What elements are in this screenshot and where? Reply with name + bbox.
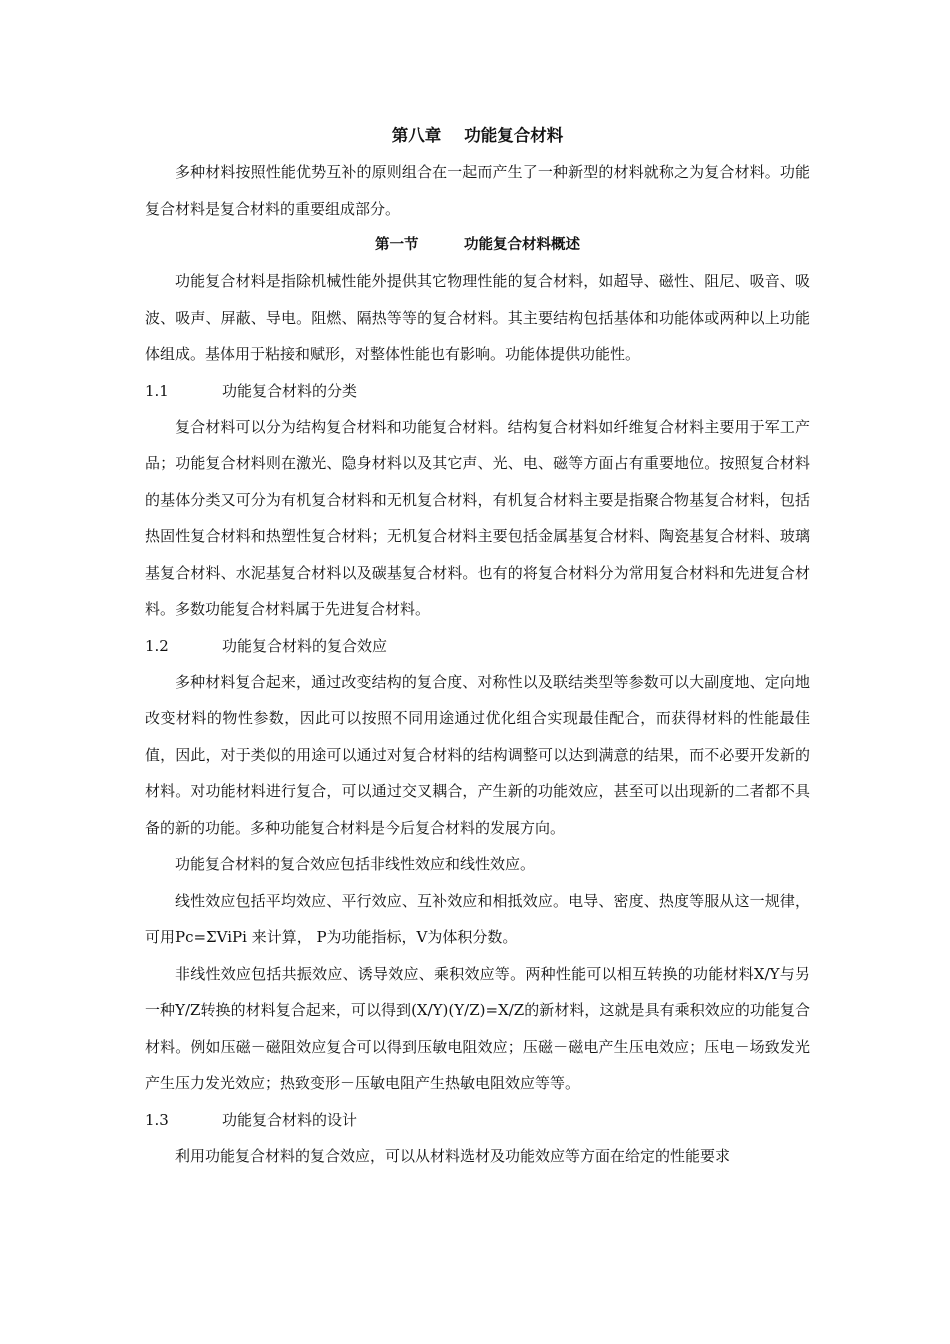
classification-paragraph: 复合材料可以分为结构复合材料和功能复合材料。结构复合材料如纤维复合材料主要用于军工产品；功能复合材料则在激光、隐身材料以及其它声、光、电、磁等方面占有重要地位。按照复合材料的基体分类又可分为有机复合材料和无机复合材料，有机复合材料主要是指聚合物基复合材料，包括热固性复合材料和热塑性复合材料；无机复合材料主要包括金属基复合材料、陶瓷基复合材料、玻璃基复合材料、水泥基复合材料以及碳基复合材料。也有的将复合材料分为常用复合材料和先进复合材料。多数功能复合材料属于先进复合材料。 [145,417,810,618]
subsection-number: 1.3 [145,1110,169,1129]
effect-types-paragraph: 功能复合材料的复合效应包括非线性效应和线性效应。 [175,855,536,873]
section-title: 第一节 功能复合材料概述 [375,237,580,253]
nonlinear-effect-paragraph: 非线性效应包括共振效应、诱导效应、乘积效应等。两种性能可以相互转换的功能材料X/Y与另一种Y/Z转换的材料复合起来，可以得到(X/Y)(Y/Z)=X/Z的新材料，这就是具有乘积效应的功能复合材料。例如压磁－磁阻效应复合可以得到压敏电阻效应；压磁－磁电产生压电效应；压电－场致发光产生压力发光效应；热致变形－压敏电阻产生热敏电阻效应等等。 [145,964,810,1092]
section-overview-paragraph: 功能复合材料是指除机械性能外提供其它物理性能的复合材料，如超导、磁性、阻尼、吸音、吸波、吸声、屏蔽、导电。阻燃、隔热等等的复合材料。其主要结构包括基体和功能体或两种以上功能体组成。基体用于粘接和赋形，对整体性能也有影响。功能体提供功能性。 [145,272,810,363]
subsection-number: 1.1 [145,381,169,400]
linear-effect-paragraph: 线性效应包括平均效应、平行效应、互补效应和相抵效应。电导、密度、热度等服从这一规律，可用Pc=ΣViPi 来计算， P为功能指标，V为体积分数。 [145,891,810,946]
subsection-title: 功能复合材料的设计 [222,1110,358,1129]
subsection-title: 功能复合材料的复合效应 [222,636,388,655]
document-page [145,118,810,1174]
design-paragraph: 利用功能复合材料的复合效应，可以从材料选材及功能效应等方面在给定的性能要求 [175,1146,731,1165]
subsection-heading-1-3 [145,1102,810,1138]
intro-paragraph: 多种材料按照性能优势互补的原则组合在一起而产生了一种新型的材料就称之为复合材料。功能复合材料是复合材料的重要组成部分。 [145,163,810,218]
subsection-title: 功能复合材料的分类 [222,381,358,400]
subsection-heading-1-2 [145,628,810,664]
subsection-heading-1-1 [145,373,810,409]
composite-effect-paragraph: 多种材料复合起来，通过改变结构的复合度、对称性以及联结类型等参数可以大副度地、定向地改变材料的物性参数，因此可以按照不同用途通过优化组合实现最佳配合，而获得材料的性能最佳值，因此，对于类似的用途可以通过对复合材料的结构调整可以达到满意的结果，而不必要开发新的材料。对功能材料进行复合，可以通过交叉耦合，产生新的功能效应，甚至可以出现新的二者都不具备的新的功能。多种功能复合材料是今后复合材料的发展方向。 [145,672,810,837]
chapter-title: 第八章 功能复合材料 [391,126,564,145]
subsection-number: 1.2 [145,636,169,655]
